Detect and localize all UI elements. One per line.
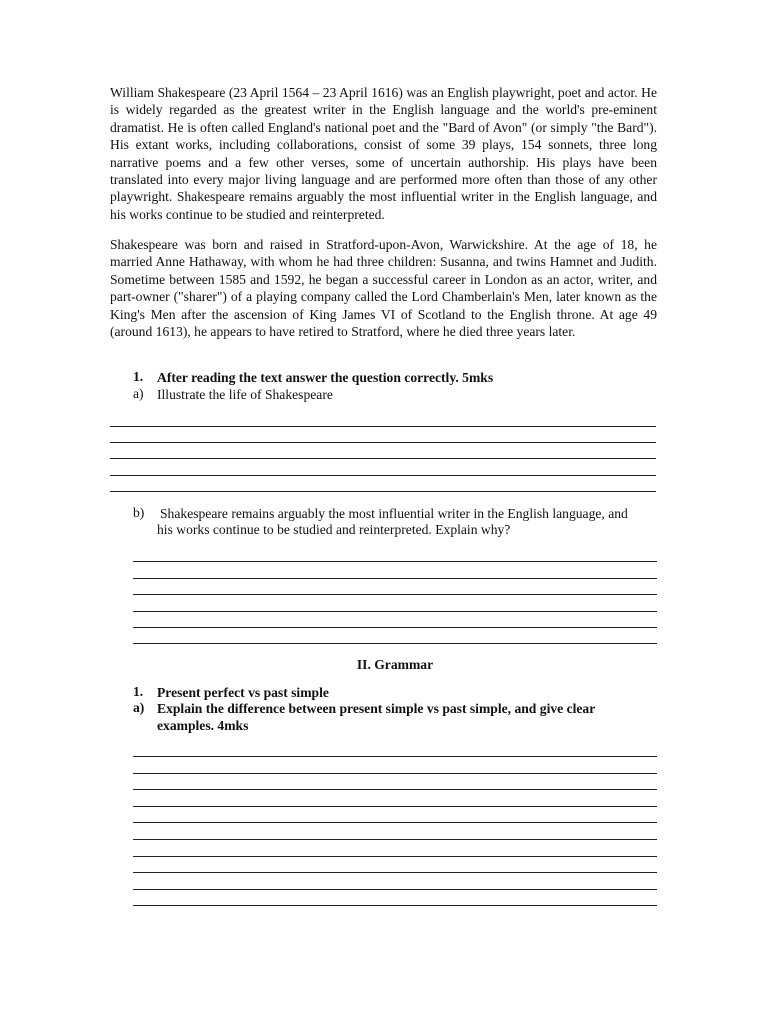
question-1a-text: Illustrate the life of Shakespeare <box>157 387 333 402</box>
answer-line[interactable] <box>110 491 656 492</box>
answer-line[interactable] <box>133 839 657 840</box>
grammar-question-1a-label: a) <box>133 700 145 715</box>
answer-line[interactable] <box>133 756 657 757</box>
passage-paragraph-1: William Shakespeare (23 April 1564 – 23 April 1616) was an English playwright, poet and actor. He is widely regarded as the greatest writer in the English language and the world's pre-eminent dramatist. He is often called England's national poet and the "Bard of Avon" (or simply "the Bard"). His extant works, including collaborations, consist of some 39 plays, 154 sonnets, three long narrative poems and a few other verses, some of uncertain authorship. His plays have been translated into every major living language and are performed more often than those of any other playwright. Shakespeare remains arguably the most influential writer in the English language, and his works continue to be studied and reinterpreted. <box>110 85 657 222</box>
question-1-text: After reading the text answer the question correctly. 5mks <box>157 370 494 385</box>
answer-line[interactable] <box>133 789 657 790</box>
answer-line[interactable] <box>133 856 657 857</box>
grammar-question-1-text: Present perfect vs past simple <box>157 685 329 700</box>
passage-paragraph-2: Shakespeare was born and raised in Stratford-upon-Avon, Warwickshire. At the age of 18, he married Anne Hathaway, with whom he had three children: Susanna, and twins Hamnet and Judith. Sometime between 1585 and 1592, he began a successful career in London as an actor, writer, and part-owner ("sharer") of a playing company called the Lord Chamberlain's Men, later known as the King's Men after the ascension of King James VI of Scotland to the English throne. At age 49 (around 1613), he appears to have retired to Stratford, where he died three years later. <box>110 237 657 340</box>
question-1a-label: a) <box>133 386 144 401</box>
question-1b-label: b) <box>133 505 145 520</box>
grammar-question-1-number: 1. <box>133 684 144 699</box>
answer-line[interactable] <box>133 594 657 595</box>
answer-line[interactable] <box>133 822 657 823</box>
answer-line[interactable] <box>133 806 657 807</box>
answer-line[interactable] <box>133 889 657 890</box>
answer-line[interactable] <box>110 426 656 427</box>
answer-line[interactable] <box>110 458 656 459</box>
grammar-question-1a-text-line-1: Explain the difference between present simple vs past simple, and give clear <box>157 701 596 716</box>
answer-line[interactable] <box>110 442 656 443</box>
answer-line[interactable] <box>133 578 657 579</box>
question-1b-text-line-1: Shakespeare remains arguably the most influential writer in the English language, and <box>160 506 628 521</box>
question-1b-text-line-2: his works continue to be studied and reinterpreted. Explain why? <box>157 522 511 537</box>
answer-line[interactable] <box>133 773 657 774</box>
answer-line[interactable] <box>133 627 657 628</box>
question-1-number: 1. <box>133 369 144 384</box>
answer-line[interactable] <box>133 872 657 873</box>
grammar-heading: II. Grammar <box>356 657 434 672</box>
answer-line[interactable] <box>133 561 657 562</box>
answer-line[interactable] <box>133 611 657 612</box>
grammar-question-1a-text-line-2: examples. 4mks <box>157 718 249 733</box>
answer-line[interactable] <box>133 905 657 906</box>
answer-line[interactable] <box>110 475 656 476</box>
answer-line[interactable] <box>133 643 657 644</box>
